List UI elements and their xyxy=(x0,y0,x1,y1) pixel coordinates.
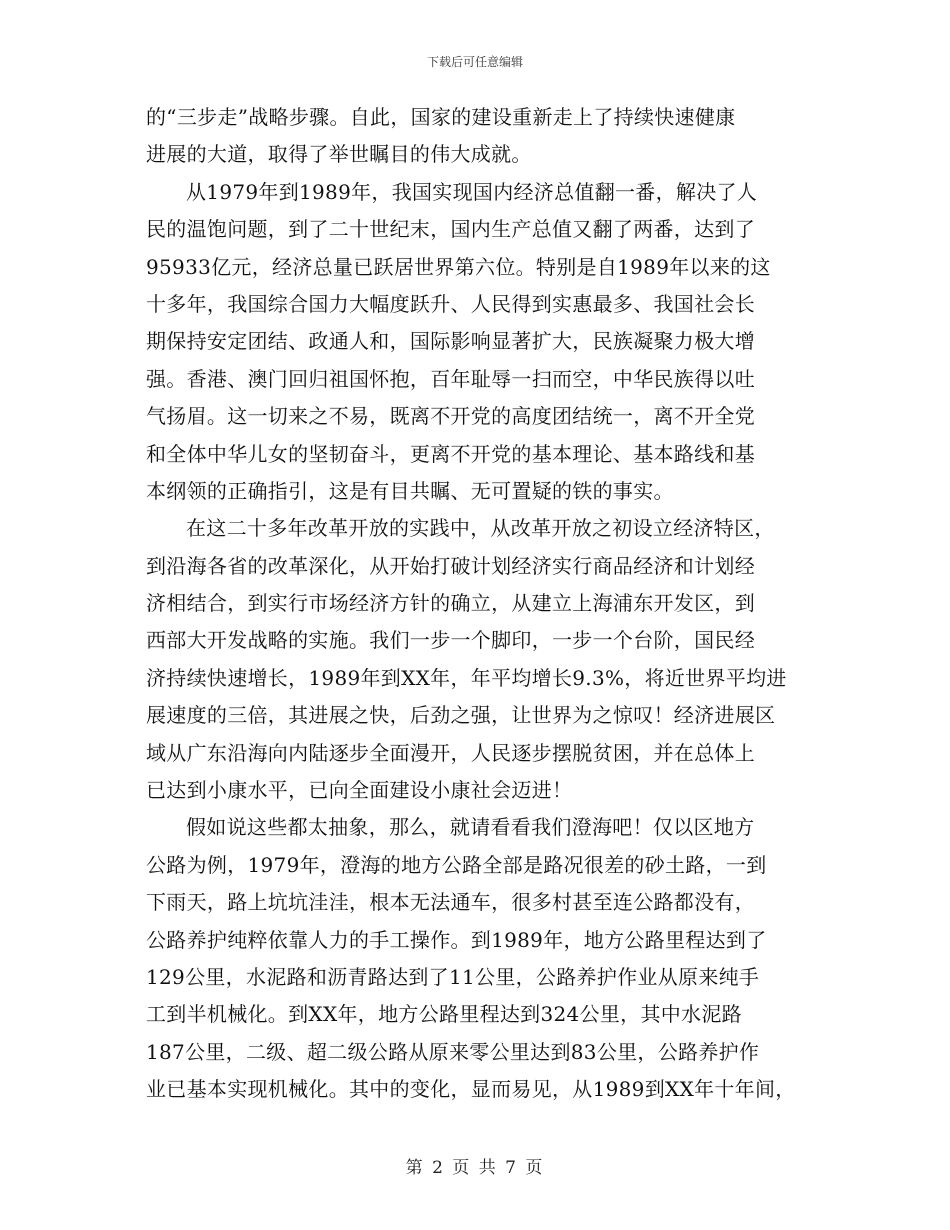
text-line: 从1979年到1989年，我国实现国内经济总值翻一番，解决了人 xyxy=(186,179,758,204)
text-line: 业已基本实现机械化。其中的变化，显而易见，从1989到XX年十年间， xyxy=(146,1077,796,1102)
text-line: 假如说这些都太抽象，那么，就请看看我们澄海吧！仅以区地方 xyxy=(186,815,755,840)
text-line: 域从广东沿海向内陆逐步全面漫开，人民逐步摆脱贫困，并在总体上 xyxy=(146,740,755,765)
text-line: 已达到小康水平，已向全面建设小康社会迈进！ xyxy=(146,778,573,803)
page-footer: 第 2 页 共 7 页 xyxy=(405,1158,545,1178)
text-line: 十多年，我国综合国力大幅度跃升、人民得到实惠最多、我国社会长 xyxy=(146,291,755,316)
text-line: 期保持安定团结、政通人和，国际影响显著扩大，民族凝聚力极大增 xyxy=(146,329,755,354)
text-line: 工到半机械化。到XX年，地方公路里程达到324公里，其中水泥路 xyxy=(146,1002,742,1027)
text-line: 济持续快速增长，1989年到XX年，年平均增长9.3%，将近世界平均进 xyxy=(146,665,787,690)
text-line: 强。香港、澳门回归祖国怀抱，百年耻辱一扫而空，中华民族得以吐 xyxy=(146,366,755,391)
text-line: 公路为例，1979年，澄海的地方公路全部是路况很差的砂土路，一到 xyxy=(146,852,767,877)
document-body xyxy=(146,99,836,1109)
text-line: 公路养护纯粹依靠人力的手工操作。到1989年，地方公路里程达到了 xyxy=(146,927,767,952)
text-line: 民的温饱问题，到了二十世纪末，国内生产总值又翻了两番，达到了 xyxy=(146,217,755,242)
text-line: 展速度的三倍，其进展之快，后劲之强，让世界为之惊叹！经济进展区 xyxy=(146,703,776,728)
text-line: 气扬眉。这一切来之不易，既离不开党的高度团结统一，离不开全党 xyxy=(146,404,755,429)
text-line: 95933亿元，经济总量已跃居世界第六位。特别是自1989年以来的这 xyxy=(146,254,771,279)
text-line: 下雨天，路上坑坑洼洼，根本无法通车，很多村甚至连公路都没有， xyxy=(146,890,755,915)
text-line: 西部大开发战略的实施。我们一步一个脚印，一步一个台阶，国民经 xyxy=(146,628,755,653)
text-line: 的“三步走”战略步骤。自此，国家的建设重新走上了持续快速健康 xyxy=(146,105,736,129)
text-line: 到沿海各省的改革深化，从开始打破计划经济实行商品经济和计划经 xyxy=(146,553,755,578)
text-line: 进展的大道，取得了举世瞩目的伟大成就。 xyxy=(146,142,532,167)
page-header: 下载后可任意编辑 xyxy=(426,55,523,69)
text-line: 济相结合，到实行市场经济方针的确立，从建立上海浦东开发区，到 xyxy=(146,591,755,616)
text-line: 129公里，水泥路和沥青路达到了11公里，公路养护作业从原来纯手 xyxy=(146,964,760,989)
text-line: 在这二十多年改革开放的实践中，从改革开放之初设立经济特区， xyxy=(186,516,775,541)
text-line: 和全体中华儿女的坚韧奋斗，更离不开党的基本理论、基本路线和基 xyxy=(146,441,755,466)
text-line: 本纲领的正确指引，这是有目共瞩、无可置疑的铁的事实。 xyxy=(146,478,674,503)
text-line: 187公里，二级、超二级公路从原来零公里达到83公里，公路养护作 xyxy=(146,1039,760,1064)
